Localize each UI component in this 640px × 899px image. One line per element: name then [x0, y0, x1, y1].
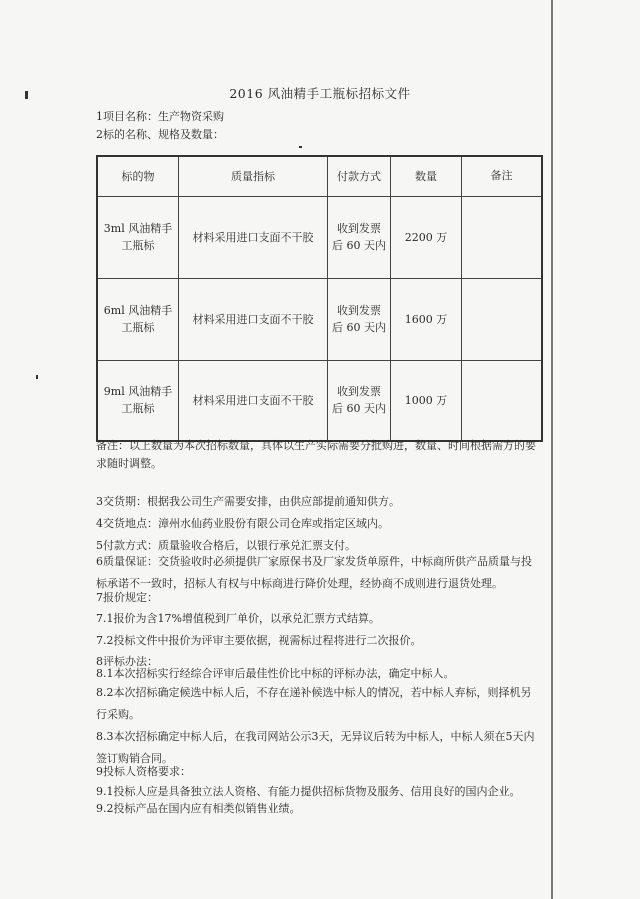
pricing-rule-2: 7.2投标文件中报价为评审主要依据，视需标过程将进行二次报价。	[96, 634, 422, 647]
note-cell	[462, 278, 543, 360]
scan-speck	[36, 375, 38, 379]
quality-guarantee-paragraph: 6质量保证：交货验收时必须提供厂家原保书及厂家发货单原件，中标商所供产品质量与投标承诺不一致时，招标人有权与中标商进行降价处理，经协商不成则进行退货处理。	[96, 555, 532, 590]
quantity-cell: 2200 万	[391, 196, 462, 278]
spec-heading-line: 2标的名称、规格及数量：	[96, 128, 224, 141]
evaluation-heading: 8评标办法：	[96, 655, 158, 668]
quality-cell: 材料采用进口支面不干胶	[179, 278, 328, 360]
evaluation-rule-1: 8.1本次招标实行经综合评审后最佳性价比中标的评标办法，确定中标人。	[96, 667, 455, 680]
table-header-cell: 备注	[462, 156, 543, 196]
evaluation-rule-2: 8.2本次招标确定候选中标人后，不存在递补候选中标人的情况，若中标人弃标，则择机另行采购。	[96, 686, 532, 721]
quantity-cell: 1600 万	[391, 278, 462, 360]
table-header-cell: 付款方式	[328, 156, 391, 196]
table-header-cell: 标的物	[97, 156, 179, 196]
qualification-rule-2: 9.2投标产品在国内应有相类似销售业绩。	[96, 802, 301, 815]
table-header-row	[97, 156, 542, 196]
qualification-heading: 9投标人资格要求：	[96, 765, 191, 778]
quantity-cell: 1000 万	[391, 360, 462, 441]
item-cell: 3ml 风油精手工瓶标	[97, 196, 179, 278]
table-row	[97, 196, 542, 278]
delivery-time-line: 3交货期：根据我公司生产需要安排，由供应部提前通知供方。	[96, 495, 400, 508]
payment-cell: 收到发票后 60 天内	[328, 278, 391, 360]
note-cell	[462, 196, 543, 278]
note-cell	[462, 360, 543, 441]
item-cell: 9ml 风油精手工瓶标	[97, 360, 179, 441]
payment-method-line: 5付款方式：质量验收合格后，以银行承兑汇票支付。	[96, 539, 356, 552]
delivery-place-line: 4交货地点：漳州水仙药业股份有限公司仓库或指定区域内。	[96, 517, 389, 530]
qualification-rule-1: 9.1投标人应是具备独立法人资格、有能力提供招标货物及服务、信用良好的国内企业。	[96, 785, 521, 798]
table-row	[97, 278, 542, 360]
project-name-line: 1项目名称：生产物资采购	[96, 110, 224, 123]
table-row	[97, 360, 542, 441]
pricing-heading: 7报价规定：	[96, 591, 158, 604]
evaluation-rule-3: 8.3本次招标确定中标人后，在我司网站公示3天，无异议后转为中标人，中标人须在5天内签订购销合同。	[96, 730, 535, 765]
payment-cell: 收到发票后 60 天内	[328, 196, 391, 278]
spec-table	[96, 155, 543, 442]
item-cell: 6ml 风油精手工瓶标	[97, 278, 179, 360]
scan-speck	[299, 146, 302, 148]
quality-cell: 材料采用进口支面不干胶	[179, 196, 328, 278]
quality-cell: 材料采用进口支面不干胶	[179, 360, 328, 441]
pricing-rule-1: 7.1报价为含17%增值税到厂单价，以承兑汇票方式结算。	[96, 612, 380, 625]
payment-cell: 收到发票后 60 天内	[328, 360, 391, 441]
table-header-cell: 数量	[391, 156, 462, 196]
table-remark: 备注：以上数量为本次招标数量，具体以生产实际需要分批购进，数量、时间根据需方的要求随时调整。	[96, 439, 536, 470]
scan-edge-line	[551, 0, 553, 899]
table-header-cell: 质量指标	[179, 156, 328, 196]
document-title: 2016 风油精手工瓶标招标文件	[229, 86, 411, 101]
